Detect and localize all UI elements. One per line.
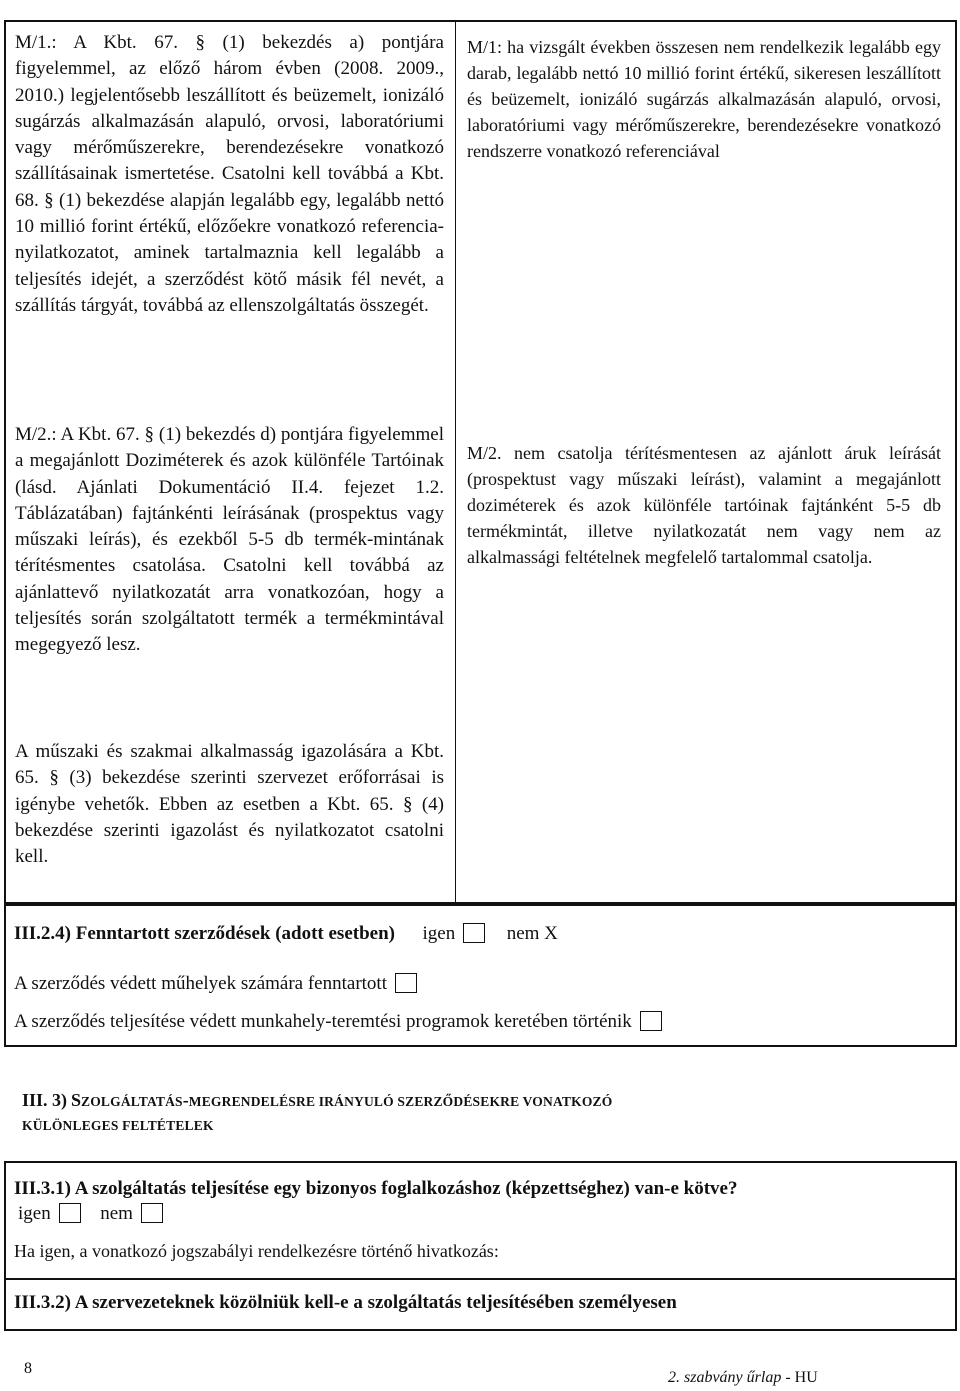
igen-label: igen bbox=[422, 923, 456, 944]
column-divider bbox=[455, 20, 456, 904]
heading-initial: S bbox=[71, 1090, 82, 1110]
section-iii-3-heading-line2 bbox=[22, 1114, 214, 1138]
page-number: 8 bbox=[24, 1360, 32, 1377]
heading-line2: KÜLÖNLEGES FELTÉTELEK bbox=[22, 1118, 214, 1133]
sheltered-workshops-checkbox[interactable] bbox=[395, 973, 417, 993]
sheltered-workshops-label: A szerződés védett műhelyek számára fenntartott bbox=[14, 973, 387, 994]
s332-question-row bbox=[14, 1291, 677, 1315]
s331-nem-checkbox[interactable] bbox=[141, 1203, 163, 1223]
left-column bbox=[15, 30, 444, 319]
igen-checkbox[interactable] bbox=[463, 923, 485, 943]
s331-igen-checkbox[interactable] bbox=[59, 1203, 81, 1223]
reserved-contracts-title: III.2.4) Fenntartott szerződések (adott esetben) bbox=[14, 923, 395, 944]
s331-answers-row bbox=[18, 1202, 163, 1226]
heading-dash: - bbox=[182, 1090, 189, 1110]
form-suffix: - HU bbox=[781, 1369, 818, 1386]
s331-question: III.3.1) A szolgáltatás teljesítése egy bizonyos foglalkozáshoz (képzettséghez) van-e kötve? bbox=[14, 1178, 738, 1199]
s331-nem-label: nem bbox=[100, 1203, 133, 1224]
left-column-m2 bbox=[15, 422, 444, 659]
reserved-contracts-heading-row bbox=[14, 922, 558, 946]
m1-exclusion-text: M/1: ha vizsgált években összesen nem rendelkezik legalább egy darab, legalább nettó 10 millió forint értékű, sikeresen leszállított és beüzemelt, ionizáló sugárzás alkalmazásán alapuló, orvosi, laboratóriumi vagy mérőműszerekre, berendezésekre vonatkozó rendszerre vonatkozó referenciával bbox=[467, 37, 941, 161]
form-name: 2. szabvány űrlap bbox=[668, 1369, 782, 1386]
sheltered-employment-checkbox[interactable] bbox=[640, 1011, 662, 1031]
m2-exclusion-text: M/2. nem csatolja térítésmentesen az ajánlott áruk leírását (prospektust vagy műszaki leírást), valamint a megajánlott doziméterek és azok különféle tartóinak fajtánként 5-5 db termékmintát, illetve nyilatkozatát nem vagy nem az alkalmassági feltételnek megfelelő tartalommal csatolja. bbox=[467, 443, 941, 567]
form-name-footer bbox=[668, 1369, 818, 1387]
heading-part1: ZOLGÁLTATÁS bbox=[81, 1094, 183, 1109]
section-iii-3-heading bbox=[22, 1086, 612, 1116]
right-column bbox=[467, 34, 941, 164]
resources-text: A műszaki és szakmai alkalmasság igazolására a Kbt. 65. § (3) bekezdése szerinti szervezet erőforrásai is igénybe vehetők. Ebben az esetben a Kbt. 65. § (4) bekezdése szerinti igazolást és nyilatkozatot csatolni kell. bbox=[15, 741, 444, 868]
s331-question-row bbox=[14, 1177, 737, 1201]
m1-requirement-text: M/1.: A Kbt. 67. § (1) bekezdés a) pontjára figyelemmel, az előző három évben (2008. 2009., 2010.) legjelentősebb leszállított és beüzemelt, ionizáló sugárzás alkalmazásán alapuló, orvosi, laboratóriumi vagy mérőműszerekre, berendezésekre vonatkozó szállításainak ismertetése. Csatolni kell továbbá a Kbt. 68. § (1) bekezdése alapján legalább egy, legalább nettó 10 millió forint értékű, előzőekre vonatkozó referencia-nyilatkozatot, aminek tartalmaznia kell legalább a teljesítés idejét, a szerződést kötő másik fél nevét, a szállítás tárgyát, továbbá az ellenszolgáltatás összegét. bbox=[15, 32, 444, 316]
nem-x-label: nem X bbox=[506, 923, 558, 944]
s331-reference-row bbox=[14, 1239, 499, 1263]
sheltered-employment-row bbox=[14, 1010, 662, 1034]
heading-part2: MEGRENDELÉSRE IRÁNYULÓ SZERZŐDÉSEKRE VONATKOZÓ bbox=[188, 1094, 613, 1109]
left-column-resources bbox=[15, 739, 444, 870]
m2-requirement-text: M/2.: A Kbt. 67. § (1) bekezdés d) pontjára figyelemmel a megajánlott Doziméterek és azok különféle Tartóinak (lásd. Ajánlati Dokumentáció II.4. fejezet 1.2. Táblázatában) fajtánkénti leírásának (prospektus vagy műszaki leírás), és ezekből 5-5 db termék-mintának térítésmentes csatolása. Csatolni kell továbbá az ajánlattevő nyilatkozatát arra vonatkozóan, hogy a teljesítés során szolgáltatott termék a termékmintával megegyező lesz. bbox=[15, 424, 444, 656]
s331-reference-label: Ha igen, a vonatkozó jogszabályi rendelkezésre történő hivatkozás: bbox=[14, 1241, 499, 1261]
box-divider bbox=[4, 1278, 957, 1280]
s331-igen-label: igen bbox=[18, 1203, 51, 1224]
s332-question: III.3.2) A szervezeteknek közölniük kell-e a szolgáltatás teljesítésében személyesen bbox=[14, 1292, 677, 1313]
right-column-m2 bbox=[467, 440, 941, 570]
sheltered-employment-label: A szerződés teljesítése védett munkahely-teremtési programok keretében történik bbox=[14, 1011, 632, 1032]
section-number: III. 3) bbox=[22, 1090, 68, 1110]
sheltered-workshops-row bbox=[14, 972, 417, 996]
